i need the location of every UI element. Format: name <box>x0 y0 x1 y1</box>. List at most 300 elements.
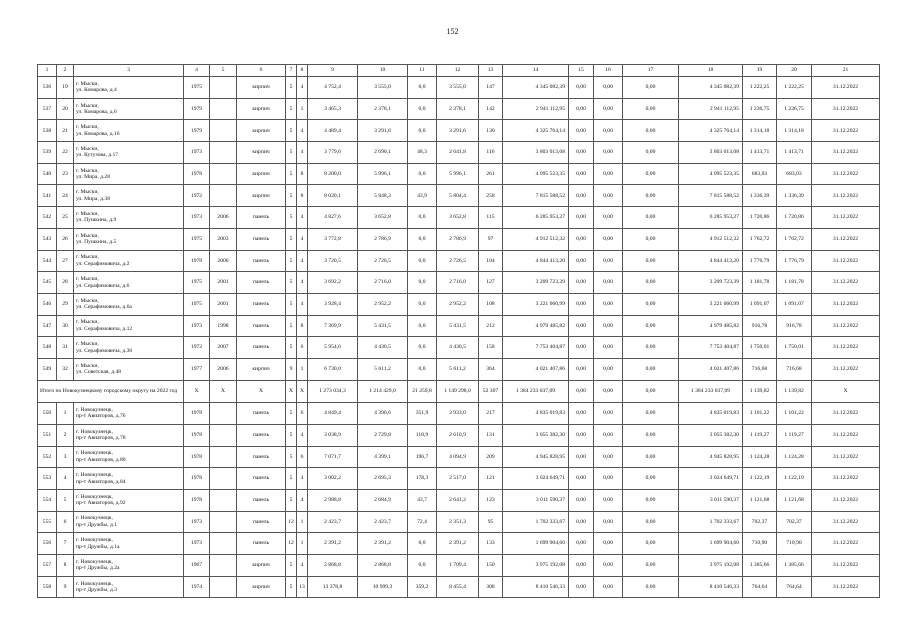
address-cell <box>74 403 184 425</box>
table-row <box>38 468 880 490</box>
value-cell: 0,00 <box>623 272 679 294</box>
row-number-cell: 554 <box>38 489 57 511</box>
column-header: 6 <box>237 65 286 77</box>
table-row <box>38 511 880 533</box>
value-cell: кирпич <box>237 554 286 576</box>
address-city: г. Новокузнецк, <box>76 407 113 414</box>
value-cell: 158 <box>479 337 503 359</box>
value-cell: 2 941 112,95 <box>679 98 743 120</box>
value-cell: 0,00 <box>594 293 623 315</box>
value-cell: 131 <box>479 424 503 446</box>
value-cell: панель <box>237 511 286 533</box>
column-header: 5 <box>210 65 237 77</box>
value-cell: 127 <box>479 272 503 294</box>
value-cell: 5 <box>286 142 297 164</box>
value-cell: 8 020,1 <box>308 185 358 207</box>
total-value-cell: X <box>297 380 308 403</box>
table-row <box>38 98 880 120</box>
total-value-cell: X <box>237 380 286 403</box>
value-cell: 115 <box>479 207 503 229</box>
table-row <box>38 142 880 164</box>
address-street: ул. Серафимовича, д.6 <box>76 282 130 289</box>
value-cell: 13 <box>297 576 308 598</box>
value-cell: 4 021 407,86 <box>679 358 743 380</box>
value-cell: 3 209 723,39 <box>503 272 569 294</box>
column-header: 14 <box>503 65 569 77</box>
value-cell: 1 119,27 <box>743 424 777 446</box>
value-cell: 2 726,5 <box>358 250 408 272</box>
value-cell: 1978 <box>184 250 210 272</box>
value-cell: 2 423,7 <box>358 511 408 533</box>
value-cell: 31.12.2022 <box>812 468 880 490</box>
table-row <box>38 185 880 207</box>
column-header: 12 <box>437 65 479 77</box>
address-street: ул. Серафимовича, д.12 <box>76 325 133 332</box>
address-cell <box>74 511 184 533</box>
value-cell: 5 <box>286 489 297 511</box>
value-cell: 0,00 <box>569 511 594 533</box>
value-cell: 764,64 <box>743 576 777 598</box>
value-cell: 0,00 <box>569 250 594 272</box>
value-cell: 3 975 192,08 <box>679 554 743 576</box>
value-cell: панель <box>237 468 286 490</box>
value-cell: 43,9 <box>408 185 437 207</box>
address-cell <box>74 468 184 490</box>
value-cell: 0,00 <box>623 424 679 446</box>
value-cell <box>210 77 237 99</box>
value-cell: 1 750,01 <box>777 337 812 359</box>
value-cell: 7 369,9 <box>308 315 358 337</box>
value-cell: 2 517,0 <box>437 468 479 490</box>
value-cell: 0,0 <box>408 120 437 142</box>
value-cell: 13 378,8 <box>308 576 358 598</box>
value-cell: 0,00 <box>569 489 594 511</box>
value-cell: 0,00 <box>623 337 679 359</box>
value-cell: 0,00 <box>594 337 623 359</box>
value-cell: 31.12.2022 <box>812 272 880 294</box>
value-cell: 3 291,6 <box>437 120 479 142</box>
sub-number-cell: 3 <box>57 446 74 468</box>
value-cell: 1 124,28 <box>743 446 777 468</box>
value-cell: 31.12.2022 <box>812 446 880 468</box>
value-cell: 5 <box>286 468 297 490</box>
value-cell: 710,90 <box>743 533 777 555</box>
value-cell: 1973 <box>184 207 210 229</box>
value-cell: 5 <box>286 77 297 99</box>
value-cell: 2 952,2 <box>358 293 408 315</box>
value-cell: 0,00 <box>569 554 594 576</box>
value-cell: 3 024 649,71 <box>679 468 743 490</box>
value-cell <box>210 533 237 555</box>
sub-number-cell: 29 <box>57 293 74 315</box>
value-cell: 2 391,2 <box>437 533 479 555</box>
value-cell: 5 <box>286 185 297 207</box>
column-header: 17 <box>623 65 679 77</box>
value-cell: 48,3 <box>408 142 437 164</box>
address-street: ул. Серафимовича, д.6а <box>76 304 132 311</box>
value-cell: 31.12.2022 <box>812 163 880 185</box>
row-number-cell: 546 <box>38 293 57 315</box>
address-cell <box>74 250 184 272</box>
value-cell: 4 979 485,82 <box>503 315 569 337</box>
address-street: ул. Мира, д.28 <box>76 174 111 181</box>
value-cell: 5 <box>286 272 297 294</box>
value-cell: 0,00 <box>569 576 594 598</box>
value-cell: 5 431,5 <box>437 315 479 337</box>
table-row <box>38 576 880 598</box>
value-cell: 1 413,71 <box>743 142 777 164</box>
value-cell: 2 941 112,95 <box>503 98 569 120</box>
value-cell: 0,00 <box>594 489 623 511</box>
value-cell: 3 652,8 <box>358 207 408 229</box>
value-cell: 2 684,9 <box>358 489 408 511</box>
total-label: Итого по Новокузнецкому городскому округу на 2022 год <box>38 380 184 403</box>
value-cell: 3 221 060,99 <box>679 293 743 315</box>
value-cell: 72,4 <box>408 511 437 533</box>
value-cell: 4 <box>297 272 308 294</box>
row-number-cell: 552 <box>38 446 57 468</box>
value-cell: 4 <box>297 120 308 142</box>
value-cell: 12 <box>286 511 297 533</box>
address-street: пр-т Авиаторов, д.78 <box>76 435 126 442</box>
value-cell: 4 325 764,14 <box>679 120 743 142</box>
row-number-cell: 539 <box>38 142 57 164</box>
value-cell: 4 979 485,82 <box>679 315 743 337</box>
value-cell: 31.12.2022 <box>812 120 880 142</box>
value-cell: 1974 <box>184 576 210 598</box>
value-cell: панель <box>237 272 286 294</box>
value-cell: 0,00 <box>623 576 679 598</box>
value-cell: 4 835 019,83 <box>679 403 743 425</box>
value-cell: 3 291,6 <box>358 120 408 142</box>
address-cell <box>74 272 184 294</box>
value-cell: 5 848,3 <box>358 185 408 207</box>
sub-number-cell: 21 <box>57 120 74 142</box>
value-cell: 31.12.2022 <box>812 77 880 99</box>
value-cell: 0,0 <box>408 315 437 337</box>
value-cell <box>210 424 237 446</box>
value-cell: 5 611,2 <box>358 358 408 380</box>
value-cell: 0,00 <box>594 250 623 272</box>
value-cell: 31.12.2022 <box>812 293 880 315</box>
value-cell: 5 <box>286 207 297 229</box>
address-street: пр-т Авиаторов, д.76 <box>76 413 126 420</box>
value-cell: 3 975 192,08 <box>503 554 569 576</box>
value-cell: 0,0 <box>408 358 437 380</box>
value-cell: кирпич <box>237 576 286 598</box>
total-value-cell: 1 149 298,0 <box>437 380 479 403</box>
address-city: г. Новокузнецк, <box>76 493 113 500</box>
value-cell: 1977 <box>184 358 210 380</box>
value-cell: 31.12.2022 <box>812 250 880 272</box>
value-cell: 1 124,28 <box>777 446 812 468</box>
value-cell: 0,00 <box>569 533 594 555</box>
value-cell: 0,00 <box>623 163 679 185</box>
sub-number-cell: 8 <box>57 554 74 576</box>
value-cell: 2 378,1 <box>358 98 408 120</box>
value-cell <box>210 468 237 490</box>
address-cell <box>74 315 184 337</box>
value-cell: 7 815 588,52 <box>503 185 569 207</box>
value-cell: 0,00 <box>594 468 623 490</box>
address-city: г. Мыски, <box>76 167 99 174</box>
address-street: ул. Советская, д.48 <box>76 369 122 376</box>
value-cell: 4 <box>297 77 308 99</box>
sub-number-cell: 23 <box>57 163 74 185</box>
value-cell: 31.12.2022 <box>812 142 880 164</box>
value-cell: 4 <box>297 554 308 576</box>
sub-number-cell: 19 <box>57 77 74 99</box>
value-cell <box>210 120 237 142</box>
value-cell: 0,00 <box>569 207 594 229</box>
value-cell: панель <box>237 293 286 315</box>
value-cell: 716,68 <box>743 358 777 380</box>
address-city: г. Мыски, <box>76 145 99 152</box>
value-cell: 1 236,75 <box>777 98 812 120</box>
value-cell: 4 095 523,35 <box>679 163 743 185</box>
row-number-cell: 545 <box>38 272 57 294</box>
value-cell: 104 <box>479 250 503 272</box>
value-cell: 1978 <box>184 403 210 425</box>
column-header: 20 <box>777 65 812 77</box>
value-cell: 4 095 523,35 <box>503 163 569 185</box>
sub-number-cell: 32 <box>57 358 74 380</box>
value-cell: 0,0 <box>408 293 437 315</box>
row-number-cell: 541 <box>38 185 57 207</box>
value-cell: 0,00 <box>594 77 623 99</box>
total-value-cell: 1 273 034,3 <box>308 380 358 403</box>
value-cell: 0,00 <box>594 228 623 250</box>
value-cell: 0,00 <box>594 98 623 120</box>
value-cell: 3 024 649,71 <box>503 468 569 490</box>
address-city: г. Новокузнецк, <box>76 515 113 522</box>
row-number-cell: 553 <box>38 468 57 490</box>
total-value-cell: 1 214 429,0 <box>358 380 408 403</box>
value-cell: 43,7 <box>408 489 437 511</box>
column-header: 10 <box>358 65 408 77</box>
value-cell: 2 423,7 <box>308 511 358 533</box>
value-cell: 1 699 904,60 <box>679 533 743 555</box>
value-cell: 2 391,2 <box>308 533 358 555</box>
value-cell: 5 <box>286 293 297 315</box>
value-cell: панель <box>237 250 286 272</box>
value-cell: 351,9 <box>408 403 437 425</box>
value-cell: 150 <box>479 554 503 576</box>
value-cell: 3 779,6 <box>308 142 358 164</box>
value-cell: 1 119,27 <box>777 424 812 446</box>
address-street: пр-т Авиаторов, д.92 <box>76 500 126 507</box>
value-cell: 1 336,39 <box>743 185 777 207</box>
value-cell: 5 <box>286 315 297 337</box>
value-cell: 4 835 019,83 <box>503 403 569 425</box>
sub-number-cell: 1 <box>57 403 74 425</box>
value-cell: 147 <box>479 77 503 99</box>
value-cell: 3 221 060,99 <box>503 293 569 315</box>
value-cell: 1 413,71 <box>777 142 812 164</box>
value-cell: 1 091,07 <box>777 293 812 315</box>
value-cell: 4 345 082,39 <box>503 77 569 99</box>
value-cell: 4 912 512,32 <box>503 228 569 250</box>
sub-number-cell: 25 <box>57 207 74 229</box>
value-cell: 2007 <box>210 337 237 359</box>
value-cell: 702,37 <box>777 511 812 533</box>
value-cell: 0,00 <box>569 315 594 337</box>
total-value-cell: 1 384 233 037,09 <box>503 380 569 403</box>
address-street: ул. Комарова, д.16 <box>76 130 120 137</box>
value-cell: кирпич <box>237 358 286 380</box>
value-cell: 2 786,9 <box>358 228 408 250</box>
value-cell: 764,64 <box>777 576 812 598</box>
address-cell <box>74 554 184 576</box>
value-cell: 178,3 <box>408 468 437 490</box>
value-cell: 1973 <box>184 533 210 555</box>
address-cell <box>74 293 184 315</box>
address-city: г. Мыски, <box>76 297 99 304</box>
value-cell: 916,78 <box>743 315 777 337</box>
sub-number-cell: 22 <box>57 142 74 164</box>
value-cell: 0,00 <box>569 293 594 315</box>
address-cell <box>74 185 184 207</box>
value-cell: 0,0 <box>408 250 437 272</box>
value-cell: 4 <box>297 142 308 164</box>
row-number-cell: 542 <box>38 207 57 229</box>
value-cell: 710,90 <box>777 533 812 555</box>
value-cell: 1 101,22 <box>777 403 812 425</box>
sub-number-cell: 20 <box>57 98 74 120</box>
column-header: 2 <box>57 65 74 77</box>
value-cell: 31.12.2022 <box>812 228 880 250</box>
value-cell: 3 652,8 <box>437 207 479 229</box>
address-city: г. Мыски, <box>76 232 99 239</box>
table-row <box>38 250 880 272</box>
address-city: г. Мыски, <box>76 341 99 348</box>
table-row <box>38 533 880 555</box>
value-cell: 0,00 <box>594 315 623 337</box>
value-cell: 4 094,9 <box>437 446 479 468</box>
value-cell: 5 954,6 <box>308 337 358 359</box>
value-cell: 1978 <box>184 489 210 511</box>
value-cell: 0,00 <box>569 272 594 294</box>
value-cell <box>210 142 237 164</box>
value-cell: 1 222,25 <box>743 77 777 99</box>
value-cell: 5 804,4 <box>437 185 479 207</box>
value-cell <box>210 511 237 533</box>
value-cell: 0,00 <box>623 142 679 164</box>
value-cell: кирпич <box>237 142 286 164</box>
value-cell: кирпич <box>237 120 286 142</box>
value-cell: 4 390,6 <box>358 403 408 425</box>
address-city: г. Мыски, <box>76 319 99 326</box>
row-number-cell: 551 <box>38 424 57 446</box>
value-cell: 3 555,0 <box>437 77 479 99</box>
column-header: 8 <box>297 65 308 77</box>
value-cell: 0,00 <box>623 315 679 337</box>
value-cell: 3 928,4 <box>308 293 358 315</box>
value-cell: 4 844 413,20 <box>679 250 743 272</box>
value-cell: 1978 <box>184 446 210 468</box>
page-number: 152 <box>446 27 459 36</box>
value-cell: 0,00 <box>623 358 679 380</box>
value-cell: 0,0 <box>408 533 437 555</box>
address-street: пр-т Авиаторов, д.80 <box>76 456 126 463</box>
address-city: г. Мыски, <box>76 276 99 283</box>
value-cell: 3 055 382,30 <box>679 424 743 446</box>
value-cell: 0,00 <box>594 554 623 576</box>
value-cell: 0,00 <box>623 489 679 511</box>
value-cell: 10 999,3 <box>358 576 408 598</box>
value-cell: 1 222,25 <box>777 77 812 99</box>
address-street: пр-т Авиаторов, д.84 <box>76 478 126 485</box>
value-cell: 3 055 382,30 <box>503 424 569 446</box>
value-cell: 1978 <box>184 424 210 446</box>
address-cell <box>74 533 184 555</box>
value-cell: 1 181,78 <box>743 272 777 294</box>
total-value-cell: X <box>812 380 880 403</box>
value-cell: 2006 <box>210 207 237 229</box>
value-cell: 31.12.2022 <box>812 403 880 425</box>
row-number-cell: 536 <box>38 77 57 99</box>
table-row <box>38 120 880 142</box>
value-cell: 0,0 <box>408 554 437 576</box>
value-cell: 261 <box>479 163 503 185</box>
value-cell: 5 <box>286 120 297 142</box>
value-cell: 0,00 <box>594 511 623 533</box>
value-cell: 1975 <box>184 272 210 294</box>
value-cell: 1 236,75 <box>743 98 777 120</box>
value-cell: 5 <box>286 228 297 250</box>
value-cell: 8 410 546,33 <box>679 576 743 598</box>
value-cell: 31.12.2022 <box>812 554 880 576</box>
value-cell: 6 <box>297 446 308 468</box>
value-cell: 0,00 <box>594 403 623 425</box>
value-cell: 1973 <box>184 315 210 337</box>
value-cell: 2 610,9 <box>437 424 479 446</box>
value-cell: 2 378,1 <box>437 98 479 120</box>
value-cell: 4 849,4 <box>308 403 358 425</box>
value-cell: 0,00 <box>569 228 594 250</box>
address-city: г. Мыски, <box>76 211 99 218</box>
value-cell: 31.12.2022 <box>812 424 880 446</box>
value-cell: 2 952,2 <box>437 293 479 315</box>
table-row <box>38 163 880 185</box>
value-cell: 31.12.2022 <box>812 576 880 598</box>
value-cell: панель <box>237 446 286 468</box>
value-cell: 12 <box>286 533 297 555</box>
value-cell: 5 <box>286 576 297 598</box>
value-cell: 1 762,72 <box>777 228 812 250</box>
value-cell: 3 555,0 <box>358 77 408 99</box>
value-cell: панель <box>237 337 286 359</box>
value-cell: панель <box>237 533 286 555</box>
value-cell: 5 <box>286 337 297 359</box>
value-cell: 209 <box>479 446 503 468</box>
value-cell: 0,00 <box>623 533 679 555</box>
table-row <box>38 228 880 250</box>
table-row <box>38 77 880 99</box>
value-cell: 1 091,07 <box>743 293 777 315</box>
value-cell: 0,00 <box>594 533 623 555</box>
value-cell: 142 <box>479 98 503 120</box>
address-street: пр-т Дружбы, д.1а <box>76 543 120 550</box>
value-cell: 1 720,86 <box>777 207 812 229</box>
value-cell: 1975 <box>184 77 210 99</box>
sub-number-cell: 27 <box>57 250 74 272</box>
value-cell: 2 988,8 <box>308 489 358 511</box>
column-header: 19 <box>743 65 777 77</box>
value-cell: 2003 <box>210 228 237 250</box>
row-number-cell: 544 <box>38 250 57 272</box>
row-number-cell: 537 <box>38 98 57 120</box>
